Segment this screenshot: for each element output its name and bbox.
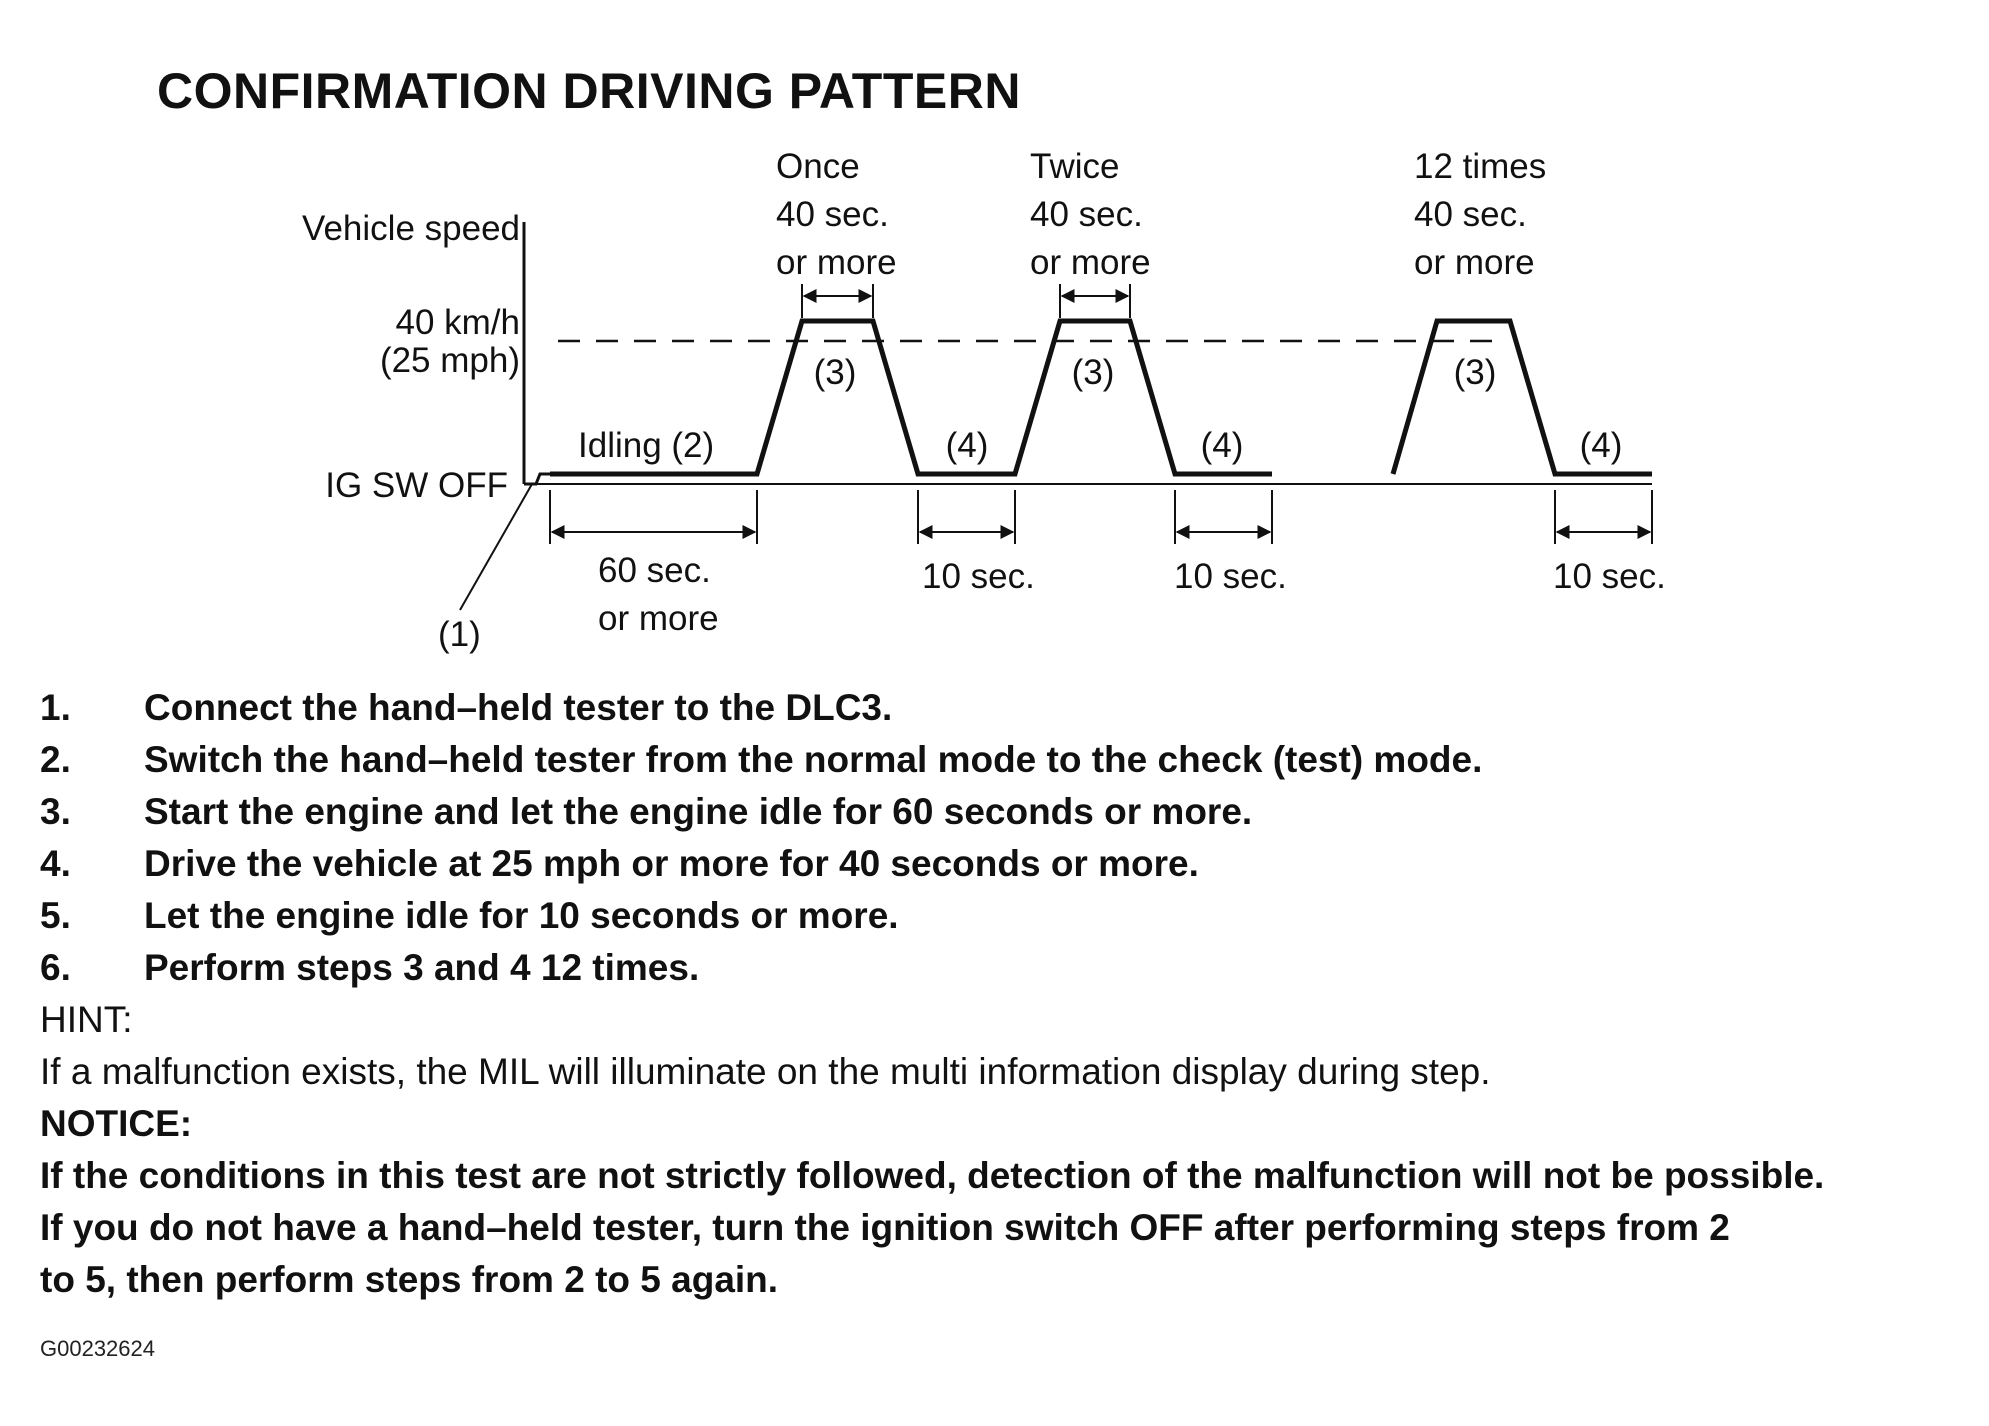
procedure-steps [40, 682, 1482, 994]
step-number: 6. [40, 947, 71, 988]
cycle-2-drive-label: (3) [1071, 353, 1115, 392]
cycle-2-idle-duration: 10 sec. [1174, 557, 1287, 596]
step-text: Start the engine and let the engine idle for 60 seconds or more. [144, 791, 1253, 832]
step-text: Connect the hand–held tester to the DLC3. [144, 687, 893, 728]
y-axis-label: Vehicle speed [302, 209, 520, 248]
driving-pattern-diagram [0, 0, 1989, 700]
cycle-12-suffix: or more [1414, 243, 1535, 282]
cycle-1-idle-duration: 10 sec. [922, 557, 1035, 596]
step-number: 1. [40, 687, 71, 728]
step-text: Switch the hand–held tester from the normal mode to the check (test) mode. [144, 739, 1483, 780]
cycle-12-duration: 40 sec. [1414, 195, 1527, 234]
cycle-1-suffix: or more [776, 243, 897, 282]
cycle-1-idle-label: (4) [945, 426, 989, 465]
notice-line: If you do not have a hand–held tester, turn the ignition switch OFF after performing steps from 2 [40, 1207, 1730, 1248]
hint-heading: HINT: [40, 999, 133, 1040]
cycle-1-count: Once [776, 147, 860, 186]
cycle-1-drive-label: (3) [813, 353, 857, 392]
hint-text: If a malfunction exists, the MIL will illuminate on the multi information display during step. [40, 1051, 1491, 1092]
page-title: CONFIRMATION DRIVING PATTERN [157, 63, 1021, 119]
cycle-2-idle-label: (4) [1200, 426, 1244, 465]
step-text: Let the engine idle for 10 seconds or more. [144, 895, 899, 936]
step-item [40, 786, 1482, 838]
step-item [40, 734, 1482, 786]
idling-label: Idling (2) [578, 426, 715, 465]
step-number: 2. [40, 739, 71, 780]
idle-60-duration-suffix: or more [598, 599, 719, 638]
step-number: 3. [40, 791, 71, 832]
cycle-1-duration: 40 sec. [776, 195, 889, 234]
notice-line: If the conditions in this test are not strictly followed, detection of the malfunction will not be possible. [40, 1155, 1825, 1196]
step-text: Perform steps 3 and 4 12 times. [144, 947, 700, 988]
idle-60-duration: 60 sec. [598, 551, 711, 590]
cycle-12-idle-label: (4) [1579, 426, 1623, 465]
figure-code: G00232624 [40, 1336, 155, 1361]
callout-1: (1) [438, 615, 481, 654]
step-text: Drive the vehicle at 25 mph or more for 40 seconds or more. [144, 843, 1199, 884]
step-number: 5. [40, 895, 71, 936]
speed-label-mph: (25 mph) [379, 341, 520, 380]
notes-section [40, 994, 1824, 1306]
cycle-12-count: 12 times [1414, 147, 1547, 186]
step-item [40, 942, 1482, 994]
step-item [40, 838, 1482, 890]
ig-off-step [524, 474, 550, 484]
step-item [40, 890, 1482, 942]
notice-heading: NOTICE: [40, 1103, 193, 1144]
speed-label-kmh: 40 km/h [395, 303, 520, 342]
notice-line: to 5, then perform steps from 2 to 5 again. [40, 1259, 779, 1300]
step-number: 4. [40, 843, 71, 884]
cycle-12-drive-label: (3) [1453, 353, 1497, 392]
step-item [40, 682, 1482, 734]
ig-sw-off-label: IG SW OFF [325, 466, 508, 505]
cycle-2-count: Twice [1030, 147, 1120, 186]
cycle-12-idle-duration: 10 sec. [1553, 557, 1666, 596]
cycle-2-duration: 40 sec. [1030, 195, 1143, 234]
cycle-2-suffix: or more [1030, 243, 1151, 282]
